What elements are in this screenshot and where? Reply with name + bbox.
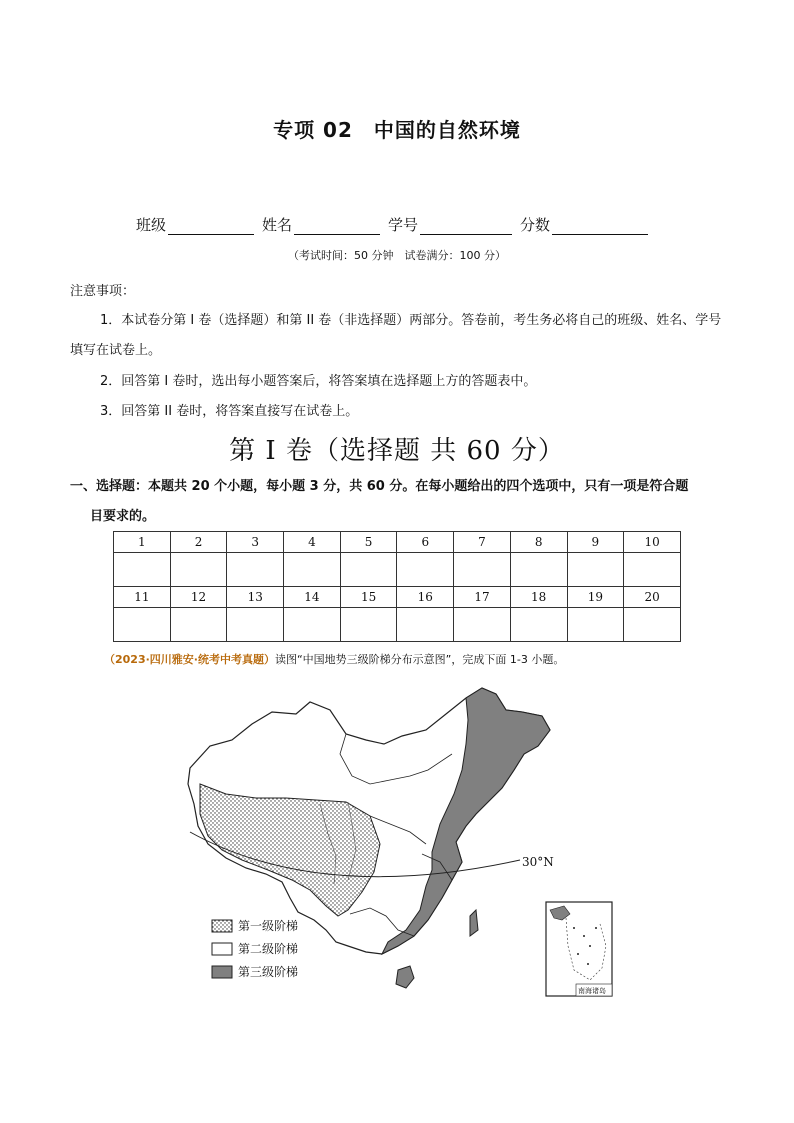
- answer-cell[interactable]: [454, 553, 511, 587]
- legend-swatch-first-step: [212, 920, 232, 932]
- answer-cell[interactable]: [510, 608, 567, 642]
- china-terrain-map: [170, 684, 620, 1004]
- section-instructions-line1: 一、选择题：本题共 20 个小题，每小题 3 分，共 60 分。在每小题给出的四个选项中，只有一项是符合题: [70, 479, 689, 494]
- question-number-cell: 19: [567, 587, 624, 608]
- taiwan-island: [470, 910, 478, 936]
- answer-cell[interactable]: [624, 553, 681, 587]
- answer-cell[interactable]: [340, 553, 397, 587]
- answer-cell[interactable]: [510, 553, 567, 587]
- answer-cell[interactable]: [170, 553, 227, 587]
- source-text: 读图“中国地势三级阶梯分布示意图”，完成下面 1-3 小题。: [274, 653, 565, 666]
- answer-cell[interactable]: [567, 553, 624, 587]
- answer-cell[interactable]: [114, 553, 171, 587]
- question-number-cell: 18: [510, 587, 567, 608]
- part-one-title: 第 I 卷（选择题 共 60 分）: [229, 436, 565, 466]
- class-label: 班级: [136, 216, 167, 234]
- question-number-cell: 6: [397, 532, 454, 553]
- question-number-cell: 3: [227, 532, 284, 553]
- answer-cell[interactable]: [397, 553, 454, 587]
- student-info-line: [136, 214, 656, 235]
- legend-swatch-second-step: [212, 943, 232, 955]
- hainan-island: [396, 966, 414, 988]
- name-field: [262, 214, 380, 235]
- latitude-label: 30°N: [522, 855, 554, 869]
- question-number-cell: 5: [340, 532, 397, 553]
- class-field: [136, 214, 254, 235]
- question-source-line: [104, 651, 564, 667]
- question-number-cell: 2: [170, 532, 227, 553]
- notice-heading: 注意事项：: [70, 284, 136, 299]
- legend-label-second-step: 第二级阶梯: [238, 942, 299, 956]
- number-label: 学号: [388, 216, 419, 234]
- question-number-cell: 17: [454, 587, 511, 608]
- answer-blank-row: [114, 553, 681, 587]
- answer-number-row: [114, 587, 681, 608]
- answer-number-row: [114, 532, 681, 553]
- score-blank[interactable]: [552, 218, 648, 235]
- answer-cell[interactable]: [114, 608, 171, 642]
- question-number-cell: 1: [114, 532, 171, 553]
- south-china-sea-inset: [546, 902, 612, 996]
- question-number-cell: 13: [227, 587, 284, 608]
- answer-cell[interactable]: [454, 608, 511, 642]
- section-instructions-line2: 目要求的。: [90, 509, 156, 524]
- source-tag: （2023·四川雅安·统考中考真题）: [104, 653, 275, 666]
- question-number-cell: 9: [567, 532, 624, 553]
- answer-blank-row: [114, 608, 681, 642]
- answer-cell[interactable]: [567, 608, 624, 642]
- number-blank[interactable]: [420, 218, 512, 235]
- answer-cell[interactable]: [397, 608, 454, 642]
- exam-time-note: （考试时间：50 分钟 试卷满分：100 分）: [288, 249, 506, 262]
- answer-cell[interactable]: [624, 608, 681, 642]
- name-label: 姓名: [262, 216, 293, 234]
- answer-cell[interactable]: [227, 553, 284, 587]
- legend-label-first-step: 第一级阶梯: [238, 919, 299, 933]
- answer-cell[interactable]: [227, 608, 284, 642]
- question-number-cell: 7: [454, 532, 511, 553]
- question-number-cell: 15: [340, 587, 397, 608]
- question-number-cell: 12: [170, 587, 227, 608]
- score-field: [520, 214, 648, 235]
- question-number-cell: 20: [624, 587, 681, 608]
- question-number-cell: 8: [510, 532, 567, 553]
- answer-cell[interactable]: [284, 608, 341, 642]
- legend-label-third-step: 第三级阶梯: [238, 965, 299, 979]
- answer-cell[interactable]: [170, 608, 227, 642]
- answer-table: [113, 531, 681, 642]
- number-field: [388, 214, 512, 235]
- section-instructions: [70, 472, 730, 532]
- question-number-cell: 10: [624, 532, 681, 553]
- name-blank[interactable]: [294, 218, 380, 235]
- question-number-cell: 11: [114, 587, 171, 608]
- score-label: 分数: [520, 216, 551, 234]
- question-number-cell: 14: [284, 587, 341, 608]
- answer-cell[interactable]: [340, 608, 397, 642]
- class-blank[interactable]: [168, 218, 254, 235]
- question-number-cell: 4: [284, 532, 341, 553]
- inset-label: 南海诸岛: [578, 987, 606, 995]
- notice-item-1: 1．本试卷分第 I 卷（选择题）和第 II 卷（非选择题）两部分。答卷前，考生务必将自己的班级、姓名、学号填写在试卷上。: [70, 313, 722, 358]
- page-title: 专项 02 中国的自然环境: [273, 118, 521, 142]
- question-number-cell: 16: [397, 587, 454, 608]
- answer-cell[interactable]: [284, 553, 341, 587]
- notice-item-2: 2．回答第 I 卷时，选出每小题答案后，将答案填在选择题上方的答题表中。: [100, 374, 537, 389]
- legend-swatch-third-step: [212, 966, 232, 978]
- notice-item-3: 3．回答第 II 卷时，将答案直接写在试卷上。: [100, 404, 359, 419]
